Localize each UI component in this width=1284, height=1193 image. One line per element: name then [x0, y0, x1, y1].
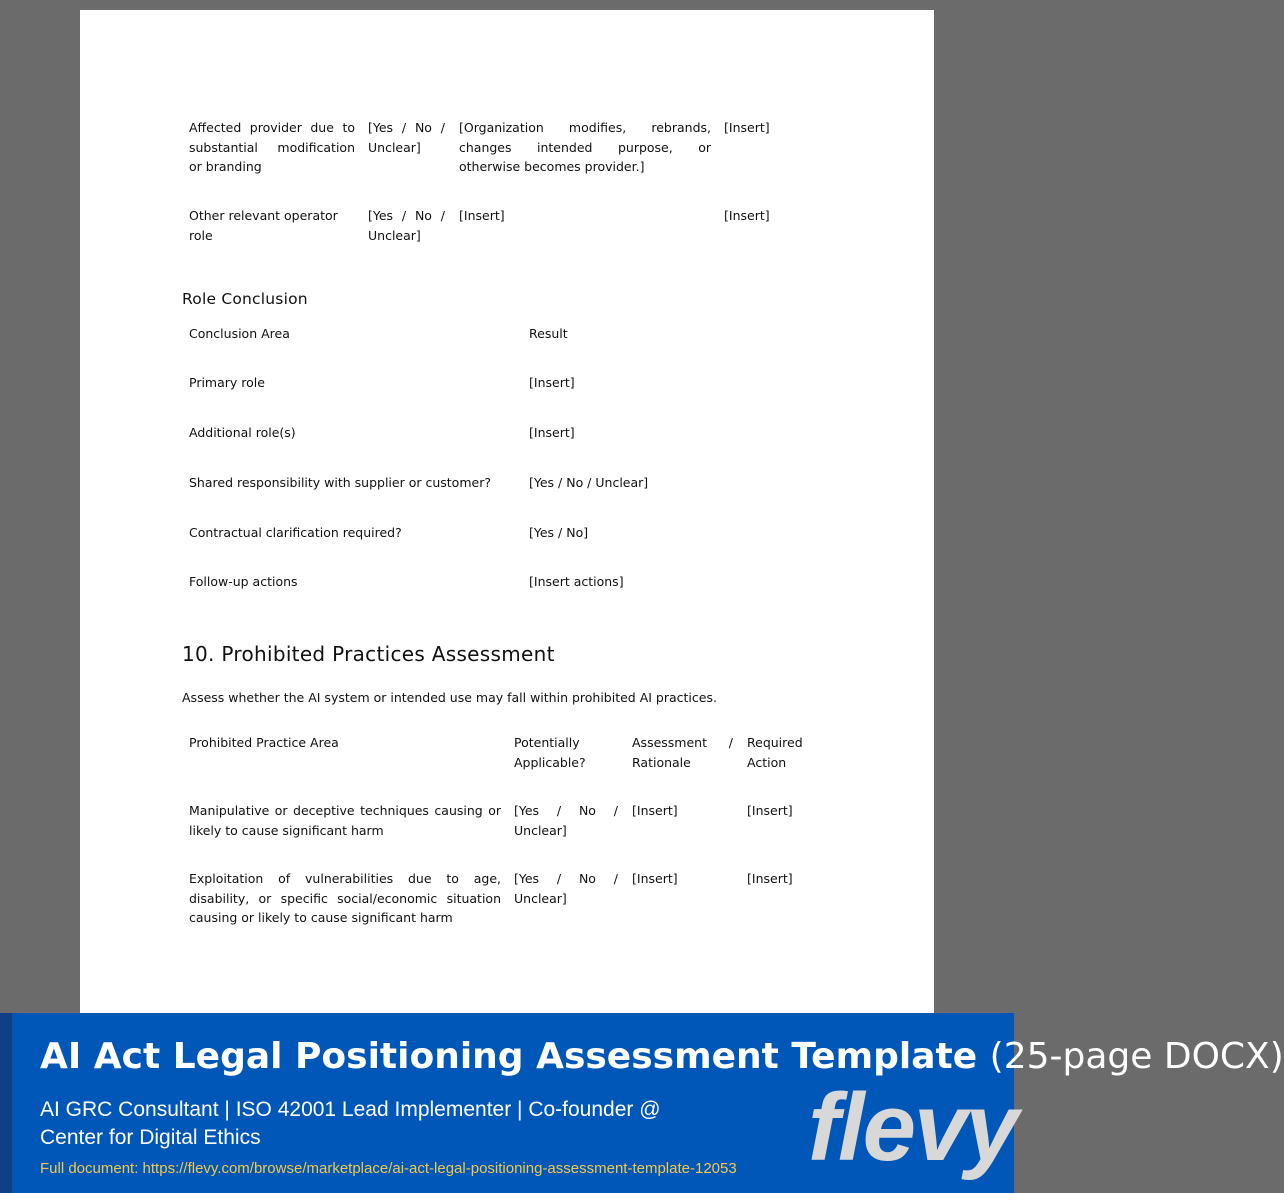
- conclusion-area-cell: Contractual clarification required?: [189, 525, 402, 540]
- operator-applies-cell: [Yes / No / Unclear]: [368, 120, 445, 155]
- operator-notes-cell: [Insert]: [459, 208, 505, 223]
- banner-title-bold: AI Act Legal Positioning Assessment Template: [40, 1036, 978, 1077]
- banner-document-link[interactable]: Full document: https://flevy.com/browse/marketplace/ai-act-legal-positioning-assessment-template-12053: [40, 1160, 737, 1177]
- banner-title: [40, 1036, 1284, 1077]
- prohibited-applicable-cell: [Yes / No / Unclear]: [514, 871, 618, 906]
- operator-role-cell: Other relevant operator role: [189, 208, 338, 243]
- conclusion-result-cell: [Yes / No / Unclear]: [529, 475, 649, 490]
- banner-subtitle: AI GRC Consultant | ISO 42001 Lead Implementer | Co-founder @ Center for Digital Ethics: [40, 1098, 661, 1149]
- operator-role-cell: Affected provider due to substantial modification or branding: [189, 120, 355, 174]
- prohibited-header-applicable: Potentially Applicable?: [514, 735, 586, 770]
- conclusion-header-area: Conclusion Area: [189, 326, 290, 341]
- prohibited-header-area: Prohibited Practice Area: [189, 735, 339, 750]
- conclusion-area-cell: Additional role(s): [189, 425, 296, 440]
- banner-title-light: (25-page DOCX): [989, 1036, 1284, 1077]
- prohibited-area-cell: Exploitation of vulnerabilities due to age, disability, or specific social/economic situation causing or likely to cause significant harm: [189, 871, 501, 925]
- conclusion-area-cell: Follow-up actions: [189, 574, 298, 589]
- conclusion-area-cell: Primary role: [189, 375, 265, 390]
- prohibited-action-cell: [Insert]: [747, 803, 793, 818]
- banner-edge: [0, 1013, 12, 1193]
- flevy-logo: flevy: [808, 1074, 1017, 1181]
- conclusion-area-cell: Shared responsibility with supplier or customer?: [189, 475, 491, 490]
- operator-evidence-cell: [Insert]: [724, 120, 770, 135]
- document-page: [80, 10, 934, 1020]
- operator-evidence-cell: [Insert]: [724, 208, 770, 223]
- prohibited-applicable-cell: [Yes / No / Unclear]: [514, 803, 618, 838]
- operator-notes-cell: [Organization modifies, rebrands, changes intended purpose, or otherwise becomes provider.]: [459, 120, 711, 174]
- conclusion-result-cell: [Yes / No]: [529, 525, 589, 540]
- conclusion-header-result: Result: [529, 326, 568, 341]
- section-10-heading: 10. Prohibited Practices Assessment: [182, 642, 555, 666]
- conclusion-result-cell: [Insert]: [529, 375, 575, 390]
- prohibited-header-action: Required Action: [747, 735, 803, 770]
- section-10-intro: Assess whether the AI system or intended use may fall within prohibited AI practices.: [182, 690, 717, 705]
- operator-applies-cell: [Yes / No / Unclear]: [368, 208, 445, 243]
- prohibited-header-rationale: Assessment / Rationale: [632, 735, 733, 770]
- prohibited-area-cell: Manipulative or deceptive techniques causing or likely to cause significant harm: [189, 803, 501, 838]
- role-conclusion-heading: Role Conclusion: [182, 290, 308, 308]
- conclusion-result-cell: [Insert]: [529, 425, 575, 440]
- conclusion-result-cell: [Insert actions]: [529, 574, 624, 589]
- prohibited-rationale-cell: [Insert]: [632, 803, 678, 818]
- prohibited-action-cell: [Insert]: [747, 871, 793, 886]
- prohibited-rationale-cell: [Insert]: [632, 871, 678, 886]
